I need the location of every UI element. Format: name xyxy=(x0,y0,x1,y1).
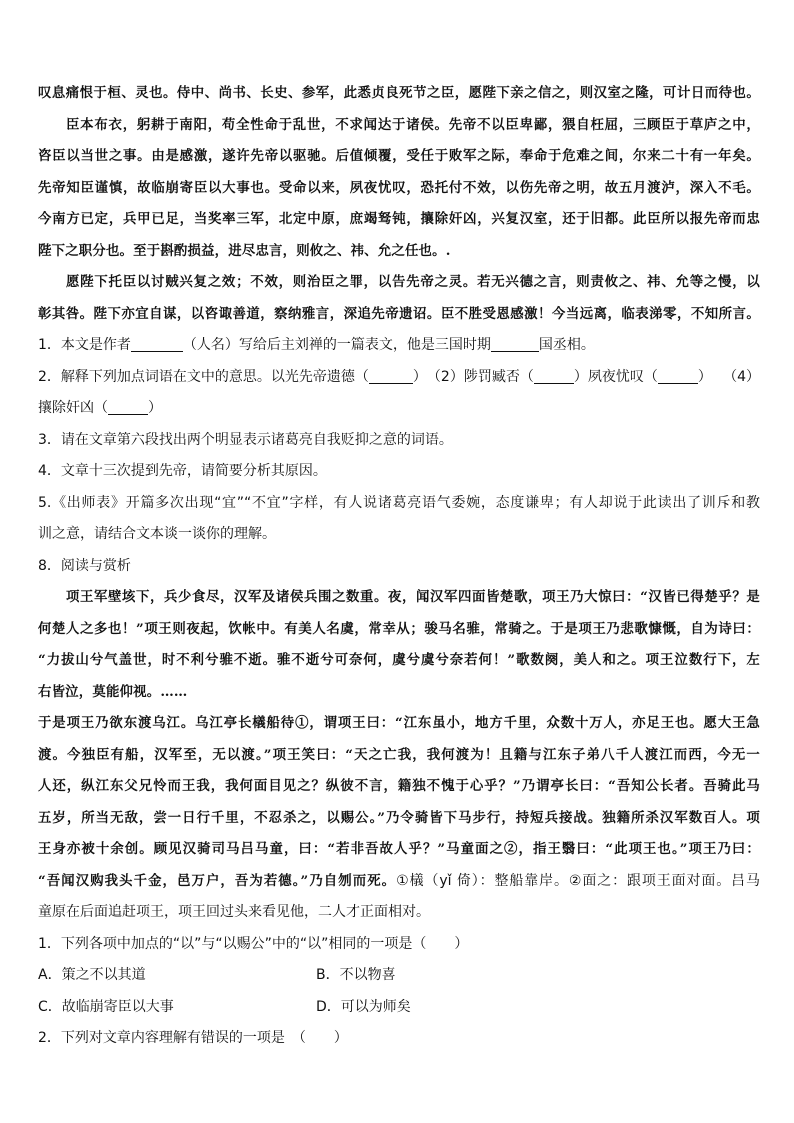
passage-line: 叹息痛恨于桓、灵也。侍中、尚书、长史、参军，此悉贞良死节之臣，愿陛下亲之信之，则汉室之隆，可计日而待也。 xyxy=(38,85,760,101)
passage-line: 五岁，所当无敌，尝一日行千里，不忍杀之，以赐公。”乃令骑皆下马步行，持短兵接战。独籍所杀汉军数百人。项 xyxy=(38,809,760,826)
question-2: 2．解释下列加点词语在文中的意思。以光先帝遗德（ ） （2）陟罚臧否（ ）夙夜忧叹（ ） （4） xyxy=(38,368,760,385)
footnotes-continued: 童原在后面追赶项王，项王回过头来看见他，二人才正面相对。 xyxy=(38,904,430,920)
option-a[interactable]: A．策之不以其道 xyxy=(38,967,146,983)
passage-line: 项王军壁垓下，兵少食尽，汉军及诸侯兵围之数重。夜，闻汉军四面皆楚歌，项王乃大惊曰：“汉皆已得楚乎？是 xyxy=(66,589,760,605)
option-c[interactable]: C．故临崩寄臣以大事 xyxy=(38,998,174,1015)
question-2-continued: 攘除奸凶（ ） xyxy=(38,400,162,416)
passage-line: 陛下之职分也。至于斟酌损益，进尽忠言，则攸之、祎、允之任也。. xyxy=(38,242,451,259)
passage-line: 人还，纵江东父兄怜而王我，我何面目见之？纵彼不言，籍独不愧于心乎？”乃谓亭长曰：“吾知公长者。吾骑此马 xyxy=(38,778,760,794)
passage-line: 臣本布衣，躬耕于南阳，苟全性命于乱世，不求闻达于诸侯。先帝不以臣卑鄙，猥自枉屈，三顾臣于草庐之中， xyxy=(66,116,760,133)
passage-line: “力拔山兮气盖世，时不利兮骓不逝。骓不逝兮可奈何，虞兮虞兮奈若何！”歌数阕，美人和之。项王泣数行下，左 xyxy=(38,652,760,668)
footnotes: ①檥（yǐ 倚）：整船靠岸。②面之：跟项王面对面。吕马 xyxy=(396,872,760,889)
question-2: 2．下列对文章内容理解有错误的一项是 （ ） xyxy=(38,1030,348,1046)
question-1: 1．下列各项中加点的“以”与“以赐公”中的“以”相同的一项是（ ） xyxy=(38,935,469,952)
passage-line: 愿陛下托臣以讨贼兴复之效；不效，则治臣之罪，以告先帝之灵。若无兴德之言，则责攸之、祎、允等之慢，以 xyxy=(66,274,760,290)
passage-line: 何楚人之多也！”项王则夜起，饮帐中。有美人名虞，常幸从；骏马名骓，常骑之。于是项王乃悲歌慷慨，自为诗曰： xyxy=(38,620,760,637)
passage-line: 右皆泣，莫能仰视。…… xyxy=(38,683,188,700)
passage-line: 渡。今独臣有船，汉军至，无以渡。”项王笑曰：“天之亡我，我何渡为！且籍与江东子弟八千人渡江而西，今无一 xyxy=(38,746,760,763)
options-row xyxy=(38,960,760,992)
question-5-continued: 训之意，请结合文本谈一谈你的理解。 xyxy=(38,526,276,542)
questions-set-2 xyxy=(38,929,760,1055)
passage-line: 彰其咎。陛下亦宜自谋，以咨诹善道，察纳雅言，深追先帝遗诏。臣不胜受恩感激！今当远离，临表涕零，不知所言。 xyxy=(38,305,760,322)
passage-chushibiao xyxy=(38,78,760,330)
answer-blank[interactable] xyxy=(534,367,574,384)
option-d[interactable]: D．可以为师矣 xyxy=(316,998,411,1015)
passage-line: 先帝知臣谨慎，故临崩寄臣以大事也。受命以来，夙夜忧叹，恐托付不效，以伤先帝之明，故五月渡泸，深入不毛。 xyxy=(38,179,760,196)
passage-line: 今南方已定，兵甲已足，当奖率三军，北定中原，庶竭驽钝，攘除奸凶，兴复汉室，还于旧都。此臣所以报先帝而忠 xyxy=(38,211,760,227)
question-4: 4．文章十三次提到先帝，请简要分析其原因。 xyxy=(38,463,327,479)
options-row xyxy=(38,992,760,1024)
passage-line-with-notes: “吾闻汉购我头千金，邑万户，吾为若德。”乃自刎而死。①檥（yǐ 倚）：整船靠岸。②面之：跟项王面对面。吕马 xyxy=(38,872,760,889)
passage-line: 王身亦被十余创。顾见汉骑司马吕马童，曰：“若非吾故人乎？”马童面之②，指王翳曰：“此项王也。”项王乃曰： xyxy=(38,841,760,857)
exam-page xyxy=(38,78,760,1055)
question-1: 1．本文是作者 （人名）写给后主刘禅的一篇表文，他是三国时期 国丞相。 xyxy=(38,337,595,353)
question-3: 3．请在文章第六段找出两个明显表示诸葛亮自我贬抑之意的词语。 xyxy=(38,431,453,448)
question-5: 5.《出师表》开篇多次出现“宜”“不宜”字样，有人说诸葛亮语气委婉，态度谦卑；有人却说于此读出了训斥和教 xyxy=(38,494,760,511)
questions-set-1 xyxy=(38,330,760,551)
section-heading: 8．阅读与赏析 xyxy=(38,557,131,574)
passage-line: 于是项王乃欲东渡乌江。乌江亭长檥船待①，谓项王曰：“江东虽小，地方千里，众数十万人，亦足王也。愿大王急 xyxy=(38,715,760,731)
answer-blank[interactable] xyxy=(108,398,148,415)
answer-blank[interactable] xyxy=(131,335,183,352)
answer-blank[interactable] xyxy=(491,335,539,352)
answer-blank[interactable] xyxy=(369,367,413,384)
section-8 xyxy=(38,551,760,929)
option-b[interactable]: B．不以物喜 xyxy=(316,967,396,983)
passage-line: 咨臣以当世之事。由是感激，遂许先帝以驱驰。后值倾覆，受任于败军之际，奉命于危难之间，尔来二十有一年矣。 xyxy=(38,148,760,164)
answer-blank[interactable] xyxy=(658,367,698,384)
